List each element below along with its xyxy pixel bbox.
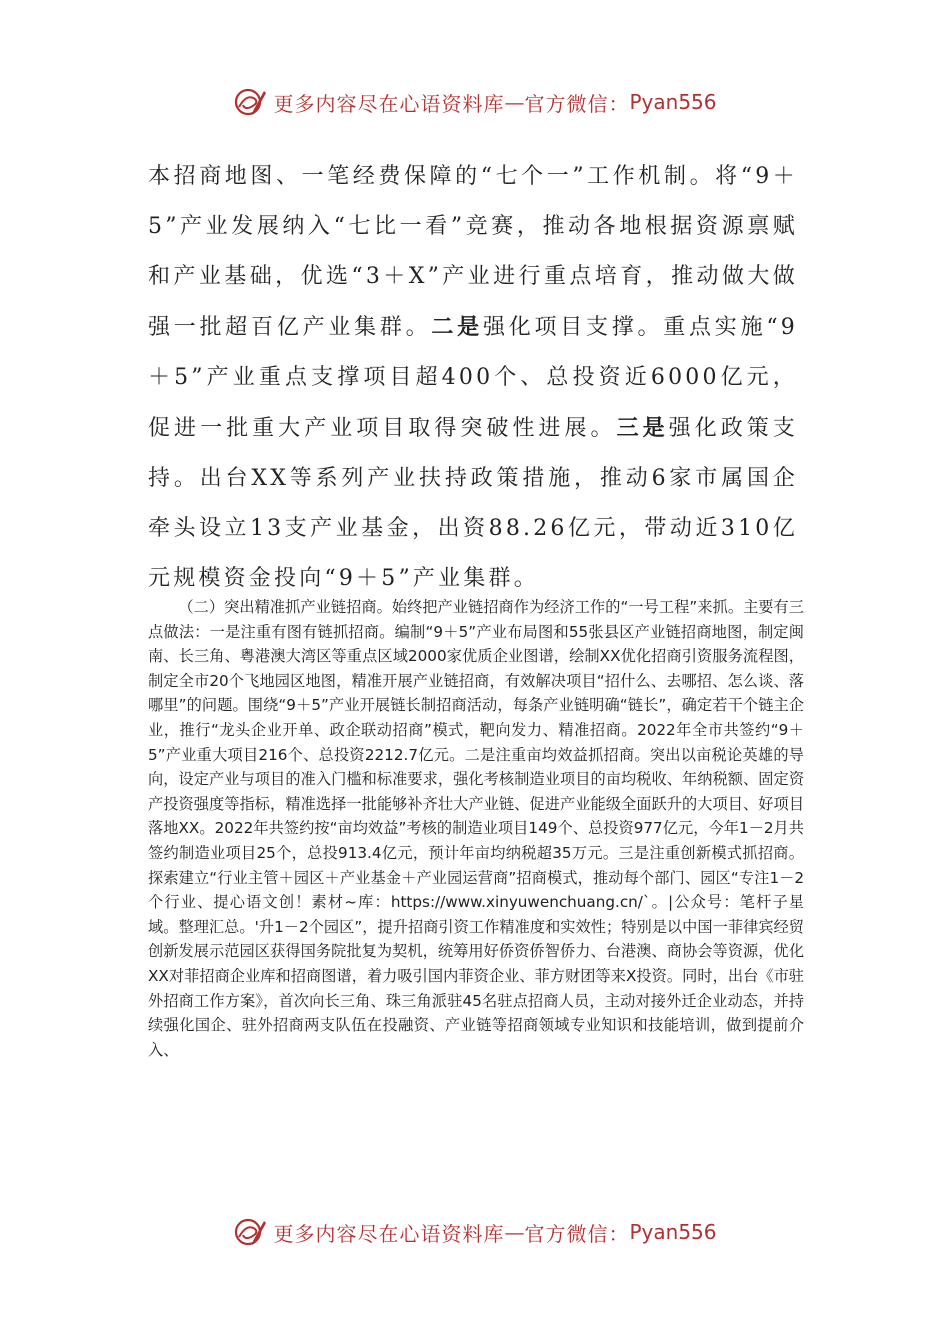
body-paragraph-large — [148, 152, 798, 604]
bold-marker-three: 三是 — [616, 415, 669, 441]
banner-separator: — — [504, 90, 525, 114]
paragraph-segment: 强化政策支持。出台XX等系列产业扶持政策措施，推动6家市属国企牵头设立13支产业基金，出资88.26亿元，带动近310亿元规模资金投向“9＋5”产业集群。 — [148, 416, 798, 591]
header-banner — [0, 82, 950, 122]
body-paragraph-small: （二）突出精准抓产业链招商。始终把产业链招商作为经济工作的“一号工程”来抓。主要有三点做法：一是注重有图有链抓招商。编制“9＋5”产业布局图和55张县区产业链招商地图，制定闽南、长三角、粤港澳大湾区等重点区域2000家优质企业图谱，绘制XX优化招商引资服务流程图，制定全市20个飞地园区地图，精准开展产业链招商，有效解决项目“招什么、去哪招、怎么谈、落哪里”的问题。围绕“9＋5”产业开展链长制招商活动，每条产业链明确“链长”，确定若干个链主企业，推行“龙头企业开单、政企联动招商”模式，靶向发力、精准招商。2022年全市共签约“9＋5”产业重大项目216个、总投资2212.7亿元。二是注重亩均效益抓招商。突出以亩税论英雄的导向，设定产业与项目的准入门槛和标准要求，强化考核制造业项目的亩均税收、年纳税额、固定资产投资强度等指标，精准选择一批能够补齐壮大产业链、促进产业能级全面跃升的大项目、好项目落地XX。2022年共签约按“亩均效益”考核的制造业项目149个、总投资977亿元，今年1－2月共签约制造业项目25个，总投913.4亿元，预计年亩均纳税超35万元。三是注重创新模式抓招商。探索建立“行业主管＋园区＋产业基金＋产业园运营商”招商模式，推动每个部门、园区“专注1－2个行业、提心语文创！素材~库：https://www.xinyuwenchuang.cn/`。|公众号：笔杆子星域。整理汇总。'升1－2个园区”，提升招商引资工作精准度和实效性；特别是以中国一菲律宾经贸创新发展示范园区获得国务院批复为契机，统筹用好侨资侨智侨力、台港澳、商协会等资源，优化XX对菲招商企业库和招商图谱，着力吸引国内菲资企业、菲方财团等来X投资。同时，出台《市驻外招商工作方案》，首次向长三角、珠三角派驻45名驻点招商人员，主动对接外迁企业动态，并持续强化国企、驻外招商两支队伍在投融资、产业链等招商领域专业知识和技能培训，做到提前介入、 — [148, 598, 804, 1059]
banner-label: 官方微信： — [524, 91, 630, 116]
banner-label: 官方微信： — [524, 1221, 630, 1246]
signature-pen-icon — [233, 1215, 267, 1249]
banner-separator: — — [504, 1220, 525, 1244]
banner-title: 更多内容尽在心语资料库 — [273, 91, 505, 116]
paragraph-segment: 本招商地图、一笔经费保障的“七个一”工作机制。将“9＋5”产业发展纳入“七比一看”竞赛，推动各地根据资源禀赋和产业基础，优选“3＋X”产业进行重点培育，推动做大做强一批超百亿产业集群。 — [148, 164, 798, 340]
banner-wechat-id: Pyan556 — [629, 90, 717, 114]
signature-pen-icon — [233, 85, 267, 119]
banner-wechat-id: Pyan556 — [629, 1220, 717, 1244]
paragraph-segment: 强化项目支撑。重点实施“9＋5”产业重点支撑项目超400个、总投资近6000亿元，促进一批重大产业项目取得突破性进展。 — [148, 315, 798, 441]
banner-title: 更多内容尽在心语资料库 — [273, 1221, 505, 1246]
bold-marker-two: 二是 — [431, 314, 483, 340]
footer-banner — [0, 1212, 950, 1252]
